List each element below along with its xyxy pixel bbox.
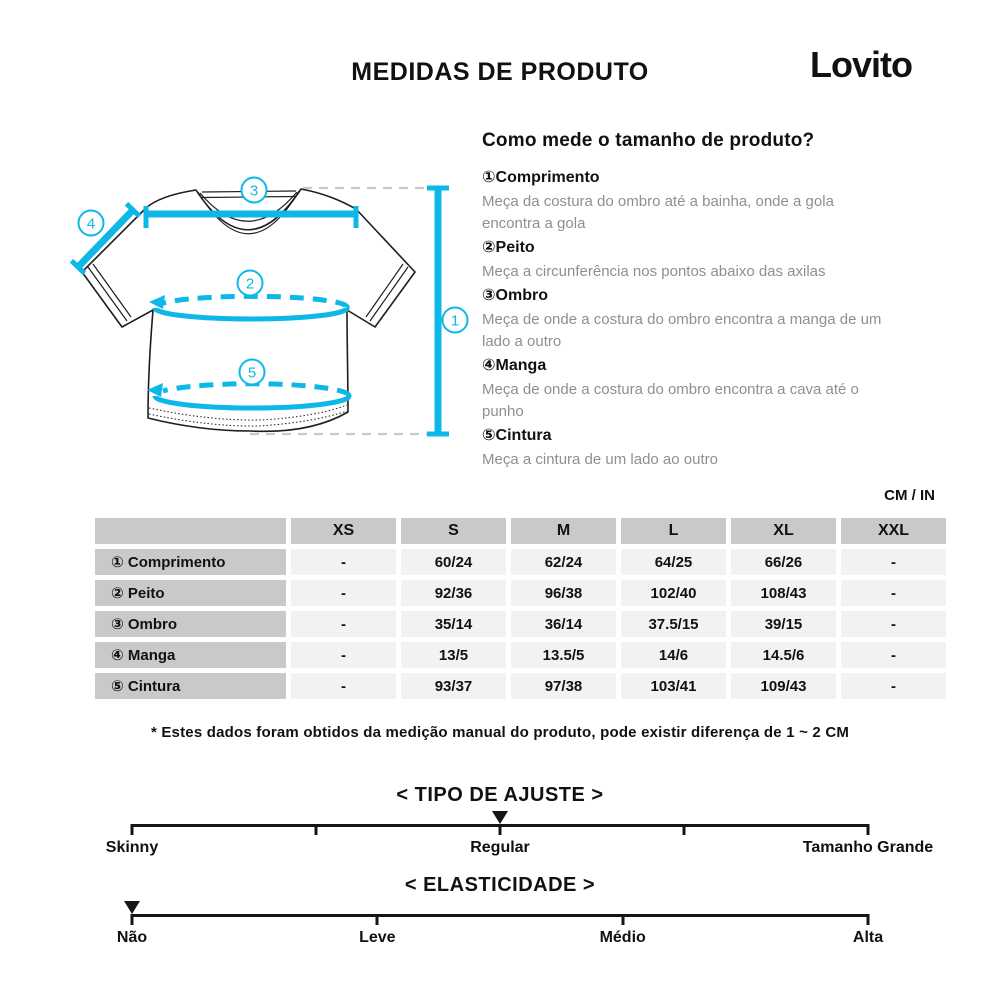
circled-5: ⑤ xyxy=(482,427,496,444)
elasticity-label-alta: Alta xyxy=(852,929,884,946)
table-row-cintura: ⑤ Cintura - 93/37 97/38 103/41 109/43 - xyxy=(95,673,946,699)
scale-tick xyxy=(621,914,624,925)
brand-logo: Lovito xyxy=(810,44,912,85)
guide-desc-peito: Meça a circunferência nos pontos abaixo das axilas xyxy=(482,263,826,280)
circled-4: ④ xyxy=(482,357,496,374)
col-s: S xyxy=(401,518,506,544)
tshirt-outline xyxy=(82,189,415,431)
col-l: L xyxy=(621,518,726,544)
col-xxl: XXL xyxy=(841,518,946,544)
scale-tick xyxy=(131,914,134,925)
col-xl: XL xyxy=(731,518,836,544)
table-row-peito: ② Peito - 92/36 96/38 102/40 108/43 - xyxy=(95,580,946,606)
scale-tick xyxy=(499,824,502,835)
guide-item-ombro: ③Ombro xyxy=(482,287,548,304)
svg-text:2: 2 xyxy=(245,275,255,293)
size-table xyxy=(90,513,951,704)
guide-desc-manga: Meça de onde a costura do ombro encontra a cava até o punho xyxy=(482,381,859,420)
fit-marker-icon xyxy=(492,811,508,824)
size-table-header-row xyxy=(95,518,946,544)
col-m: M xyxy=(511,518,616,544)
circled-3: ③ xyxy=(482,287,496,304)
corner-cell xyxy=(95,518,286,544)
units-label: CM / IN xyxy=(884,487,935,504)
elasticity-scale-title: < ELASTICIDADE > xyxy=(404,874,596,896)
svg-text:5: 5 xyxy=(247,364,257,382)
circled-1: ① xyxy=(482,169,496,186)
table-row-comprimento: ① Comprimento - 60/24 62/24 64/25 66/26 - xyxy=(95,549,946,575)
guide-desc-cintura: Meça a cintura de um lado ao outro xyxy=(482,451,718,468)
callout-1 xyxy=(443,308,468,333)
measurement-footnote: * Estes dados foram obtidos da medição manual do produto, pode existir diferença de 1 ~ 2 CM xyxy=(150,724,850,741)
table-row-ombro: ③ Ombro - 35/14 36/14 37.5/15 39/15 - xyxy=(95,611,946,637)
elasticity-marker-icon xyxy=(124,901,140,914)
fit-label-regular: Regular xyxy=(470,839,530,856)
circled-2: ② xyxy=(482,239,496,256)
guide-item-comprimento: ①Comprimento xyxy=(482,169,600,186)
scale-tick xyxy=(867,914,870,925)
measure-guide xyxy=(482,130,884,471)
scale-tick xyxy=(683,824,686,835)
elasticity-label-leve: Leve xyxy=(359,929,396,946)
elasticity-label-nao: Não xyxy=(116,929,148,946)
scale-tick xyxy=(131,824,134,835)
callout-5 xyxy=(240,360,265,385)
scale-tick xyxy=(315,824,318,835)
fit-label-tamanho-grande: Tamanho Grande xyxy=(802,839,934,856)
guide-item-peito: ②Peito xyxy=(482,239,535,256)
guide-heading: Como mede o tamanho de produto? xyxy=(482,130,815,151)
svg-text:1: 1 xyxy=(450,312,460,330)
guide-item-cintura: ⑤Cintura xyxy=(482,427,552,444)
callout-2 xyxy=(238,271,263,296)
guide-desc-ombro: Meça de onde a costura do ombro encontra a manga de um lado a outro xyxy=(482,311,882,350)
tshirt-diagram xyxy=(50,150,480,470)
fit-label-skinny: Skinny xyxy=(105,839,159,856)
guide-desc-comprimento: Meça da costura do ombro até a bainha, onde a gola encontra a gola xyxy=(482,193,834,232)
scale-tick xyxy=(867,824,870,835)
callout-4 xyxy=(79,211,104,236)
table-row-manga: ④ Manga - 13/5 13.5/5 14/6 14.5/6 - xyxy=(95,642,946,668)
col-xs: XS xyxy=(291,518,396,544)
page-title: MEDIDAS DE PRODUTO xyxy=(351,58,649,86)
elasticity-label-medio: Médio xyxy=(599,929,646,946)
svg-text:3: 3 xyxy=(249,182,259,200)
guide-item-manga: ④Manga xyxy=(482,357,547,374)
scale-tick xyxy=(376,914,379,925)
callout-3 xyxy=(242,178,267,203)
elasticity-scale-line xyxy=(131,914,869,917)
svg-text:4: 4 xyxy=(86,215,96,233)
fit-scale-title: < TIPO DE AJUSTE > xyxy=(396,784,604,806)
